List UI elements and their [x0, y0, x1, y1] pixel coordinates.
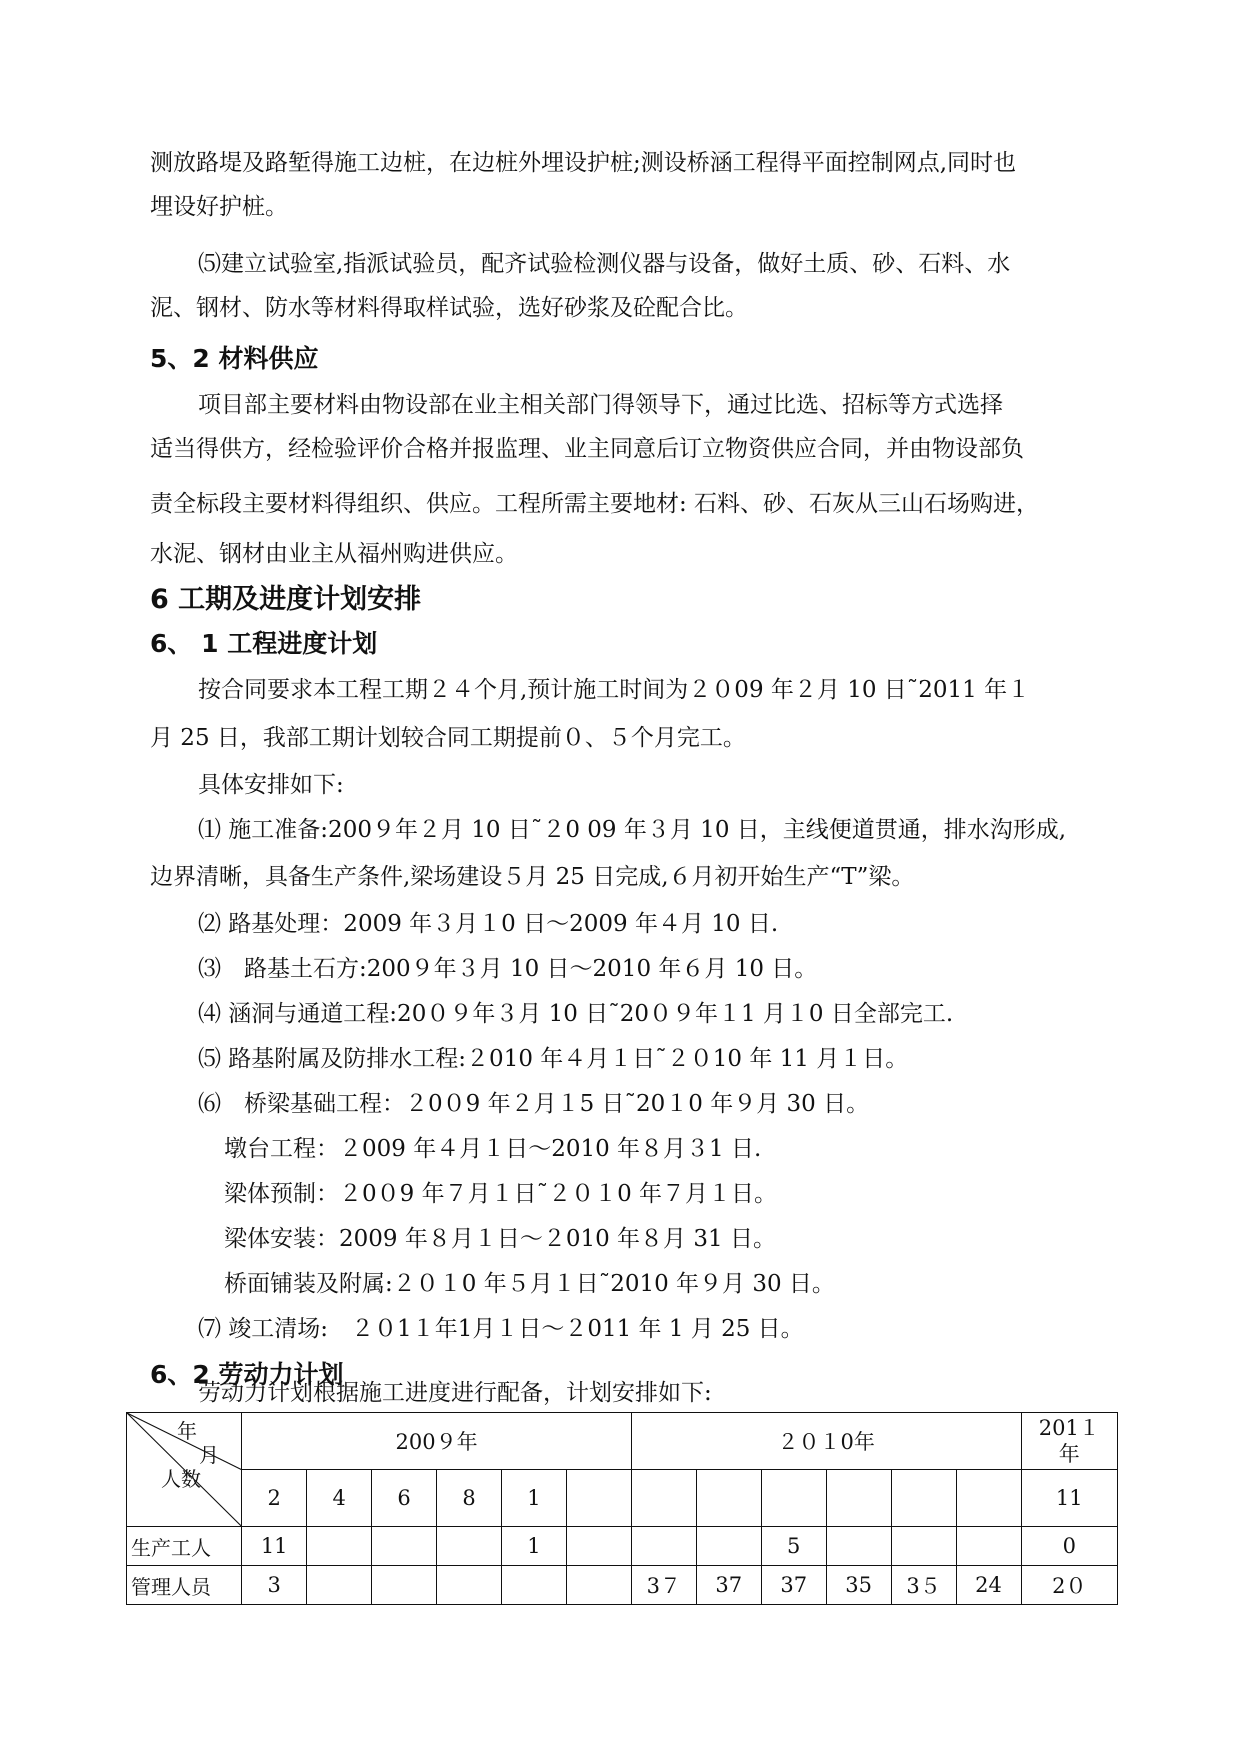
section-heading: 6、2 劳动力计划: [150, 1360, 344, 1389]
table-cell: [566, 1527, 631, 1566]
paragraph: 适当得供方，经检验评价合格并报监理、业主同意后订立物资供应合同，并由物设部负: [150, 436, 1024, 462]
paragraph: 月 25 日，我部工期计划较合同工期提前０、５个月完工。: [150, 725, 746, 751]
paragraph: ⑺ 竣工清场: ２０1１年1月１日～２011 年 1 月 25 日。: [198, 1316, 804, 1342]
paragraph: ⑸ 路基附属及防排水工程:２010 年４月１日˜２０10 年 11 月１日。: [198, 1046, 909, 1072]
paragraph: 具体安排如下:: [198, 772, 344, 798]
year-2010-header: ２０１0年: [631, 1413, 1021, 1470]
table-cell: [891, 1527, 956, 1566]
month-cell: [566, 1470, 631, 1527]
month-cell: [696, 1470, 761, 1527]
month-cell: 11: [1021, 1470, 1117, 1527]
table-cell: 11: [242, 1527, 307, 1566]
table-cell: [566, 1566, 631, 1605]
paragraph: 梁体安装：2009 年８月１日～２010 年８月 31 日。: [224, 1226, 776, 1252]
month-cell: 2: [242, 1470, 307, 1527]
paragraph: ⑹ 桥梁基础工程：２0０9 年２月１5 日˜20１0 年９月 30 日。: [198, 1091, 870, 1117]
month-cell: 6: [372, 1470, 437, 1527]
paragraph: ⑸建立试验室,指派试验员，配齐试验检测仪器与设备，做好土质、砂、石料、水: [198, 251, 1011, 277]
table-cell: 35: [826, 1566, 891, 1605]
table-cell: 3７: [631, 1566, 696, 1605]
year-2011-label: 201１ 年: [1038, 1416, 1100, 1466]
section-heading: 6、 1 工程进度计划: [150, 629, 378, 658]
table-cell: 37: [696, 1566, 761, 1605]
corner-year-label: 年: [177, 1419, 197, 1443]
table-row: [127, 1527, 1118, 1566]
paragraph: 测放路堤及路堑得施工边桩，在边桩外埋设护桩;测设桥涵工程得平面控制网点,同时也: [150, 150, 1017, 176]
row-label: 生产工人: [127, 1527, 242, 1566]
month-cell: [761, 1470, 826, 1527]
table-cell: [956, 1527, 1021, 1566]
table-cell: 2０: [1021, 1566, 1117, 1605]
paragraph: 水泥、钢材由业主从福州购进供应。: [150, 541, 518, 567]
table-cell: [437, 1527, 502, 1566]
year-header-row: [127, 1413, 1118, 1470]
table-cell: [372, 1566, 437, 1605]
paragraph: ⑷ 涵洞与通道工程:20０９年３月 10 日˜20０９年１1 月１0 日全部完工.: [198, 1001, 954, 1027]
paragraph: 梁体预制：２0０9 年７月１日˜２０１0 年７月１日。: [224, 1181, 778, 1207]
table-cell: 0: [1021, 1527, 1117, 1566]
table-cell: [631, 1527, 696, 1566]
table-cell: [307, 1566, 372, 1605]
month-cell: [631, 1470, 696, 1527]
table-cell: 1: [501, 1527, 566, 1566]
table-cell: 3５: [891, 1566, 956, 1605]
paragraph: 责全标段主要材料得组织、供应。工程所需主要地材: 石料、砂、石灰从三山石场购进，: [150, 491, 1040, 517]
table-cell: [437, 1566, 502, 1605]
paragraph: 边界清晰，具备生产条件,梁场建设５月 25 日完成,６月初开始生产“T”梁。: [150, 864, 915, 890]
table-cell: [696, 1527, 761, 1566]
chapter-heading: 6 工期及进度计划安排: [150, 584, 422, 615]
paragraph: 劳动力计划根据施工进度进行配备，计划安排如下:: [198, 1380, 712, 1406]
month-cell: 8: [437, 1470, 502, 1527]
paragraph: ⑵ 路基处理：2009 年３月１0 日～2009 年４月 10 日.: [198, 911, 779, 937]
month-cell: 1: [501, 1470, 566, 1527]
corner-count-label: 人数: [161, 1467, 201, 1491]
paragraph: 桥面铺装及附属:２０１0 年５月１日˜2010 年９月 30 日。: [224, 1271, 835, 1297]
year-2011-header: [1021, 1413, 1117, 1470]
month-cell: [891, 1470, 956, 1527]
table-cell: 24: [956, 1566, 1021, 1605]
paragraph: 泥、钢材、防水等材料得取样试验，选好砂浆及砼配合比。: [150, 295, 748, 321]
table-row: [127, 1566, 1118, 1605]
table-cell: [501, 1566, 566, 1605]
paragraph: 项目部主要材料由物设部在业主相关部门得领导下，通过比选、招标等方式选择: [198, 392, 1003, 418]
section-heading: 5、2 材料供应: [150, 344, 319, 373]
paragraph: 墩台工程：２009 年４月１日～2010 年８月３1 日.: [224, 1136, 762, 1162]
paragraph: 按合同要求本工程工期２４个月,预计施工时间为２０09 年２月 10 日˜2011 年１: [198, 677, 1031, 703]
labor-plan-table: [126, 1412, 1118, 1605]
row-label: 管理人员: [127, 1566, 242, 1605]
paragraph: ⑶ 路基土石方:200９年３月 10 日～2010 年６月 10 日。: [198, 956, 818, 982]
month-cell: 4: [307, 1470, 372, 1527]
corner-cell: [127, 1413, 242, 1527]
table-cell: 5: [761, 1527, 826, 1566]
month-cell: [826, 1470, 891, 1527]
paragraph: ⑴ 施工准备:200９年２月 10 日˜２0 09 年３月 10 日，主线便道贯通，排水沟形成,: [198, 817, 1067, 843]
table-cell: [372, 1527, 437, 1566]
corner-month-label: 月: [199, 1443, 219, 1467]
table-cell: [307, 1527, 372, 1566]
table-cell: [826, 1527, 891, 1566]
table-cell: 3: [242, 1566, 307, 1605]
table-cell: 37: [761, 1566, 826, 1605]
month-row: [127, 1470, 1118, 1527]
paragraph: 埋设好护桩。: [150, 194, 288, 220]
year-2009-header: 200９年: [242, 1413, 632, 1470]
month-cell: [956, 1470, 1021, 1527]
